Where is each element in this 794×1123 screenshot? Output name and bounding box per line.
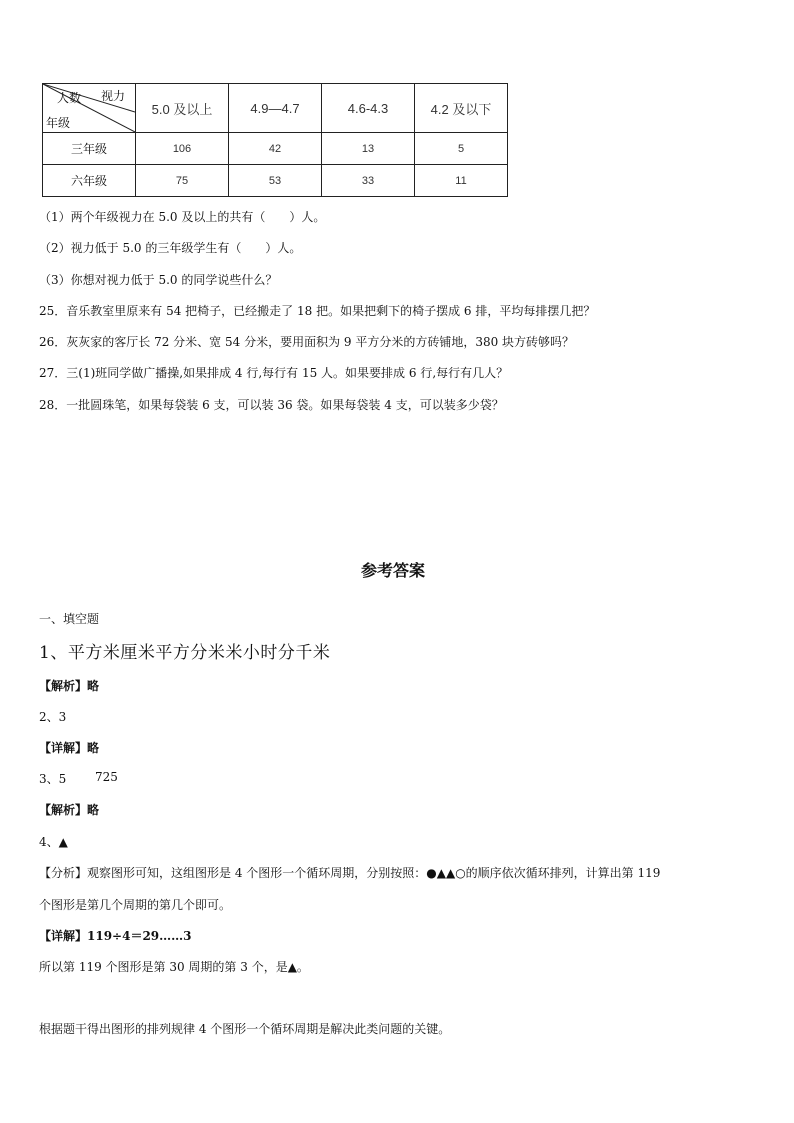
table-cell: 11: [415, 165, 508, 197]
answer-3-note: 【解析】略: [39, 803, 100, 817]
answer-1-note: 【解析】略: [39, 679, 100, 693]
table-cell: 75: [136, 165, 229, 197]
column-header: 4.6-4.3: [322, 84, 415, 133]
question-25: 25．音乐教室里原来有 54 把椅子，已经搬走了 18 把。如果把剩下的椅子摆成 6 排，平均每排摆几把？: [39, 304, 596, 318]
sub-question-1: （1）两个年级视力在 5.0 及以上的共有（ ）人。: [39, 210, 326, 224]
answer-4-analysis-line2: 个图形是第几个周期的第几个即可。: [39, 898, 232, 912]
answer-3-value: 725: [95, 770, 118, 784]
table-cell: 13: [322, 133, 415, 165]
column-header: 4.9—4.7: [229, 84, 322, 133]
answers-title: 参考答案: [361, 561, 426, 580]
answer-4-summary: 根据题干得出图形的排列规律 4 个图形一个循环周期是解决此类问题的关键。: [39, 1022, 451, 1036]
answer-1: 1、平方米厘米平方分米米小时分千米: [39, 643, 331, 663]
answer-2: 2、3: [39, 710, 67, 724]
table-row: [43, 165, 508, 197]
table-cell: 42: [229, 133, 322, 165]
table-cell: 53: [229, 165, 322, 197]
column-header: 4.2 及以下: [415, 84, 508, 133]
corner-vision-label: 视力: [101, 89, 126, 103]
corner-people-label: 人数: [57, 91, 82, 105]
question-26: 26．灰灰家的客厅长 72 分米、宽 54 分米，要用面积为 9 平方分米的方砖铺地，380 块方砖够吗？: [39, 335, 575, 349]
row-header: 六年级: [43, 165, 136, 197]
section-heading: 一、填空题: [39, 612, 100, 626]
question-28: 28．一批圆珠笔，如果每袋装 6 支，可以装 36 袋。如果每袋装 4 支，可以装多少袋？: [39, 398, 504, 412]
table-cell: 106: [136, 133, 229, 165]
answer-4: 4、▲: [39, 835, 68, 849]
answer-4-result: 所以第 119 个图形是第 30 周期的第 3 个，是▲。: [39, 960, 309, 974]
table-cell: 33: [322, 165, 415, 197]
answer-3-number: 3、5: [39, 772, 67, 786]
answer-4-analysis-line1: 【分析】观察图形可知，这组图形是 4 个图形一个循环周期，分别按照：●▲▲○的顺序依次循环排列，计算出第 119: [39, 866, 661, 880]
question-27: 27．三(1)班同学做广播操,如果排成 4 行,每行有 15 人。如果要排成 6 行,每行有几人？: [39, 366, 509, 380]
sub-question-2: （2）视力低于 5.0 的三年级学生有（ ）人。: [39, 241, 302, 255]
column-header: 5.0 及以上: [136, 84, 229, 133]
corner-grade-label: 年级: [46, 116, 71, 130]
answer-2-note: 【详解】略: [39, 741, 100, 755]
sub-question-3: （3）你想对视力低于 5.0 的同学说些什么？: [39, 273, 278, 287]
table-corner-cell: [43, 84, 136, 133]
table-cell: 5: [415, 133, 508, 165]
table-row: [43, 133, 508, 165]
vision-table: [42, 83, 508, 197]
row-header: 三年级: [43, 133, 136, 165]
answer-4-detail: 【详解】119÷4＝29……3: [39, 929, 192, 943]
